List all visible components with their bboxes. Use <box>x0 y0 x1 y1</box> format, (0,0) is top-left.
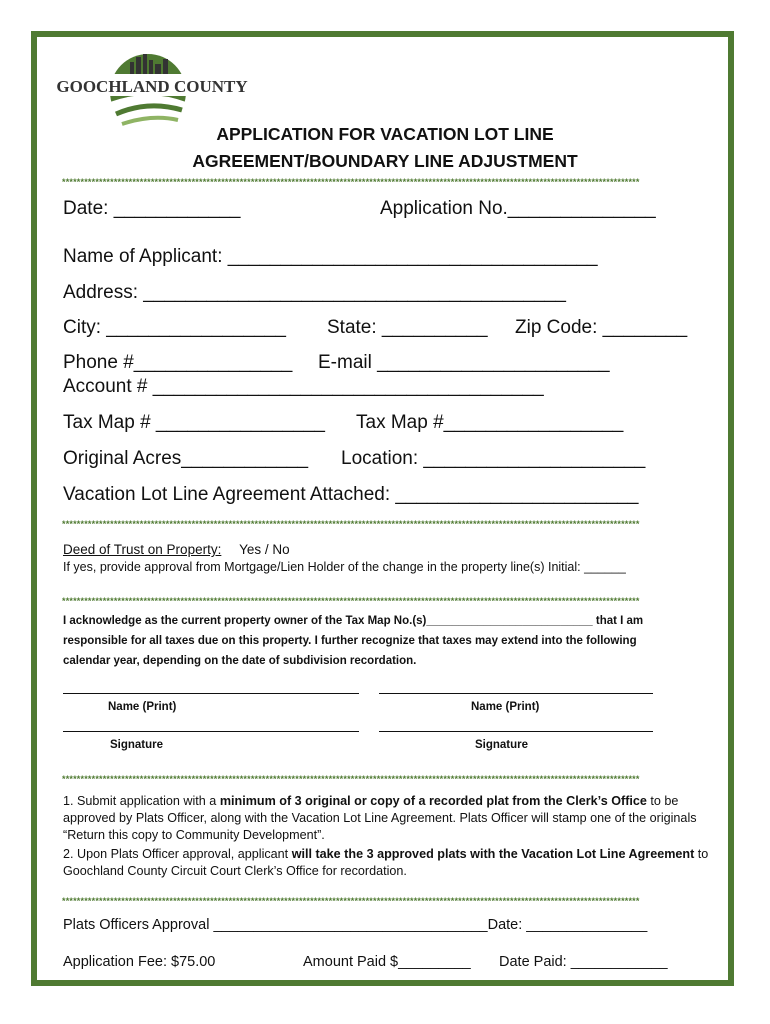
logo-text: GOOCHLAND COUNTY <box>56 77 248 96</box>
date-paid-field[interactable]: Date Paid: ____________ <box>499 954 668 970</box>
state-field[interactable]: State: __________ <box>327 317 488 338</box>
signature-line-2[interactable] <box>379 731 653 732</box>
acknowledgement-line-3: calendar year, depending on the date of subdivision recordation. <box>63 655 417 667</box>
instruction-1-bold: minimum of 3 original or copy of a recorded plat from the Clerk’s Office <box>219 794 647 808</box>
title-line-1: APPLICATION FOR VACATION LOT LINE <box>216 124 554 144</box>
instruction-2-rest: to Goochland County Circuit Court Clerk’s Office for recordation. <box>63 847 709 878</box>
deed-of-trust-row <box>63 542 290 558</box>
signature-label-1: Signature <box>110 739 164 751</box>
separator-stars: ************************************************************************************************************************************************************ <box>62 519 640 529</box>
instruction-1-rest: to be approved by Plats Officer, along with the Vacation Lot Line Agreement. Plats Officer will stamp one of the originals “Return this copy to Community Development”. <box>63 794 697 842</box>
account-field[interactable]: Account # _____________________________________ <box>63 376 544 397</box>
phone-field[interactable]: Phone #_______________ <box>63 352 293 373</box>
signature-line-1[interactable] <box>63 731 359 732</box>
separator-stars: ************************************************************************************************************************************************************ <box>62 774 640 784</box>
application-number-field[interactable]: Application No.______________ <box>380 198 656 219</box>
name-print-line-1[interactable] <box>63 693 359 694</box>
name-print-line-2[interactable] <box>379 693 653 694</box>
tax-map-field-2[interactable]: Tax Map #_________________ <box>356 412 624 433</box>
separator-stars: ************************************************************************************************************************************************************ <box>62 896 640 906</box>
instruction-2-text: 2. Upon Plats Officer approval, applicant <box>63 847 292 861</box>
plats-officer-approval-field[interactable]: Plats Officers Approval __________________________________Date: _______________ <box>63 917 648 933</box>
title-line-2: AGREEMENT/BOUNDARY LINE ADJUSTMENT <box>192 151 578 171</box>
tax-map-field-1[interactable]: Tax Map # ________________ <box>63 412 326 433</box>
application-fee: Application Fee: $75.00 <box>63 954 216 970</box>
acknowledgement-line-2: responsible for all taxes due on this property. I further recognize that taxes may extend into the following <box>63 635 637 647</box>
date-field[interactable]: Date: ____________ <box>63 198 241 219</box>
name-print-label-2: Name (Print) <box>471 701 540 713</box>
address-field[interactable]: Address: ________________________________________ <box>63 282 566 303</box>
original-acres-field[interactable]: Original Acres____________ <box>63 448 309 469</box>
signature-label-2: Signature <box>475 739 529 751</box>
yes-no-options[interactable]: Yes / No <box>239 542 290 557</box>
location-field[interactable]: Location: _____________________ <box>341 448 646 469</box>
instruction-1-text: 1. Submit application with a <box>63 794 220 808</box>
separator-stars: ************************************************************************************************************************************************************ <box>62 177 640 187</box>
email-field[interactable]: E-mail ______________________ <box>318 352 610 373</box>
city-field[interactable]: City: _________________ <box>63 317 286 338</box>
applicant-name-field[interactable]: Name of Applicant: ___________________________________ <box>63 246 598 267</box>
instruction-1 <box>63 793 709 844</box>
separator-stars: ************************************************************************************************************************************************************ <box>62 596 640 606</box>
zip-code-field[interactable]: Zip Code: ________ <box>515 317 688 338</box>
instruction-2-bold: will take the 3 approved plats with the Vacation Lot Line Agreement <box>291 847 695 861</box>
lien-holder-note: If yes, provide approval from Mortgage/Lien Holder of the change in the property line(s) Initial: ______ <box>63 560 626 574</box>
name-print-label-1: Name (Print) <box>108 701 177 713</box>
vacation-agreement-attached-field[interactable]: Vacation Lot Line Agreement Attached: _______________________ <box>63 484 639 505</box>
instruction-2 <box>63 846 709 880</box>
acknowledgement-line-1: I acknowledge as the current property owner of the Tax Map No.(s)__________________________ that I am <box>63 615 644 627</box>
amount-paid-field[interactable]: Amount Paid $_________ <box>303 954 471 970</box>
deed-of-trust-label: Deed of Trust on Property: <box>63 542 222 557</box>
